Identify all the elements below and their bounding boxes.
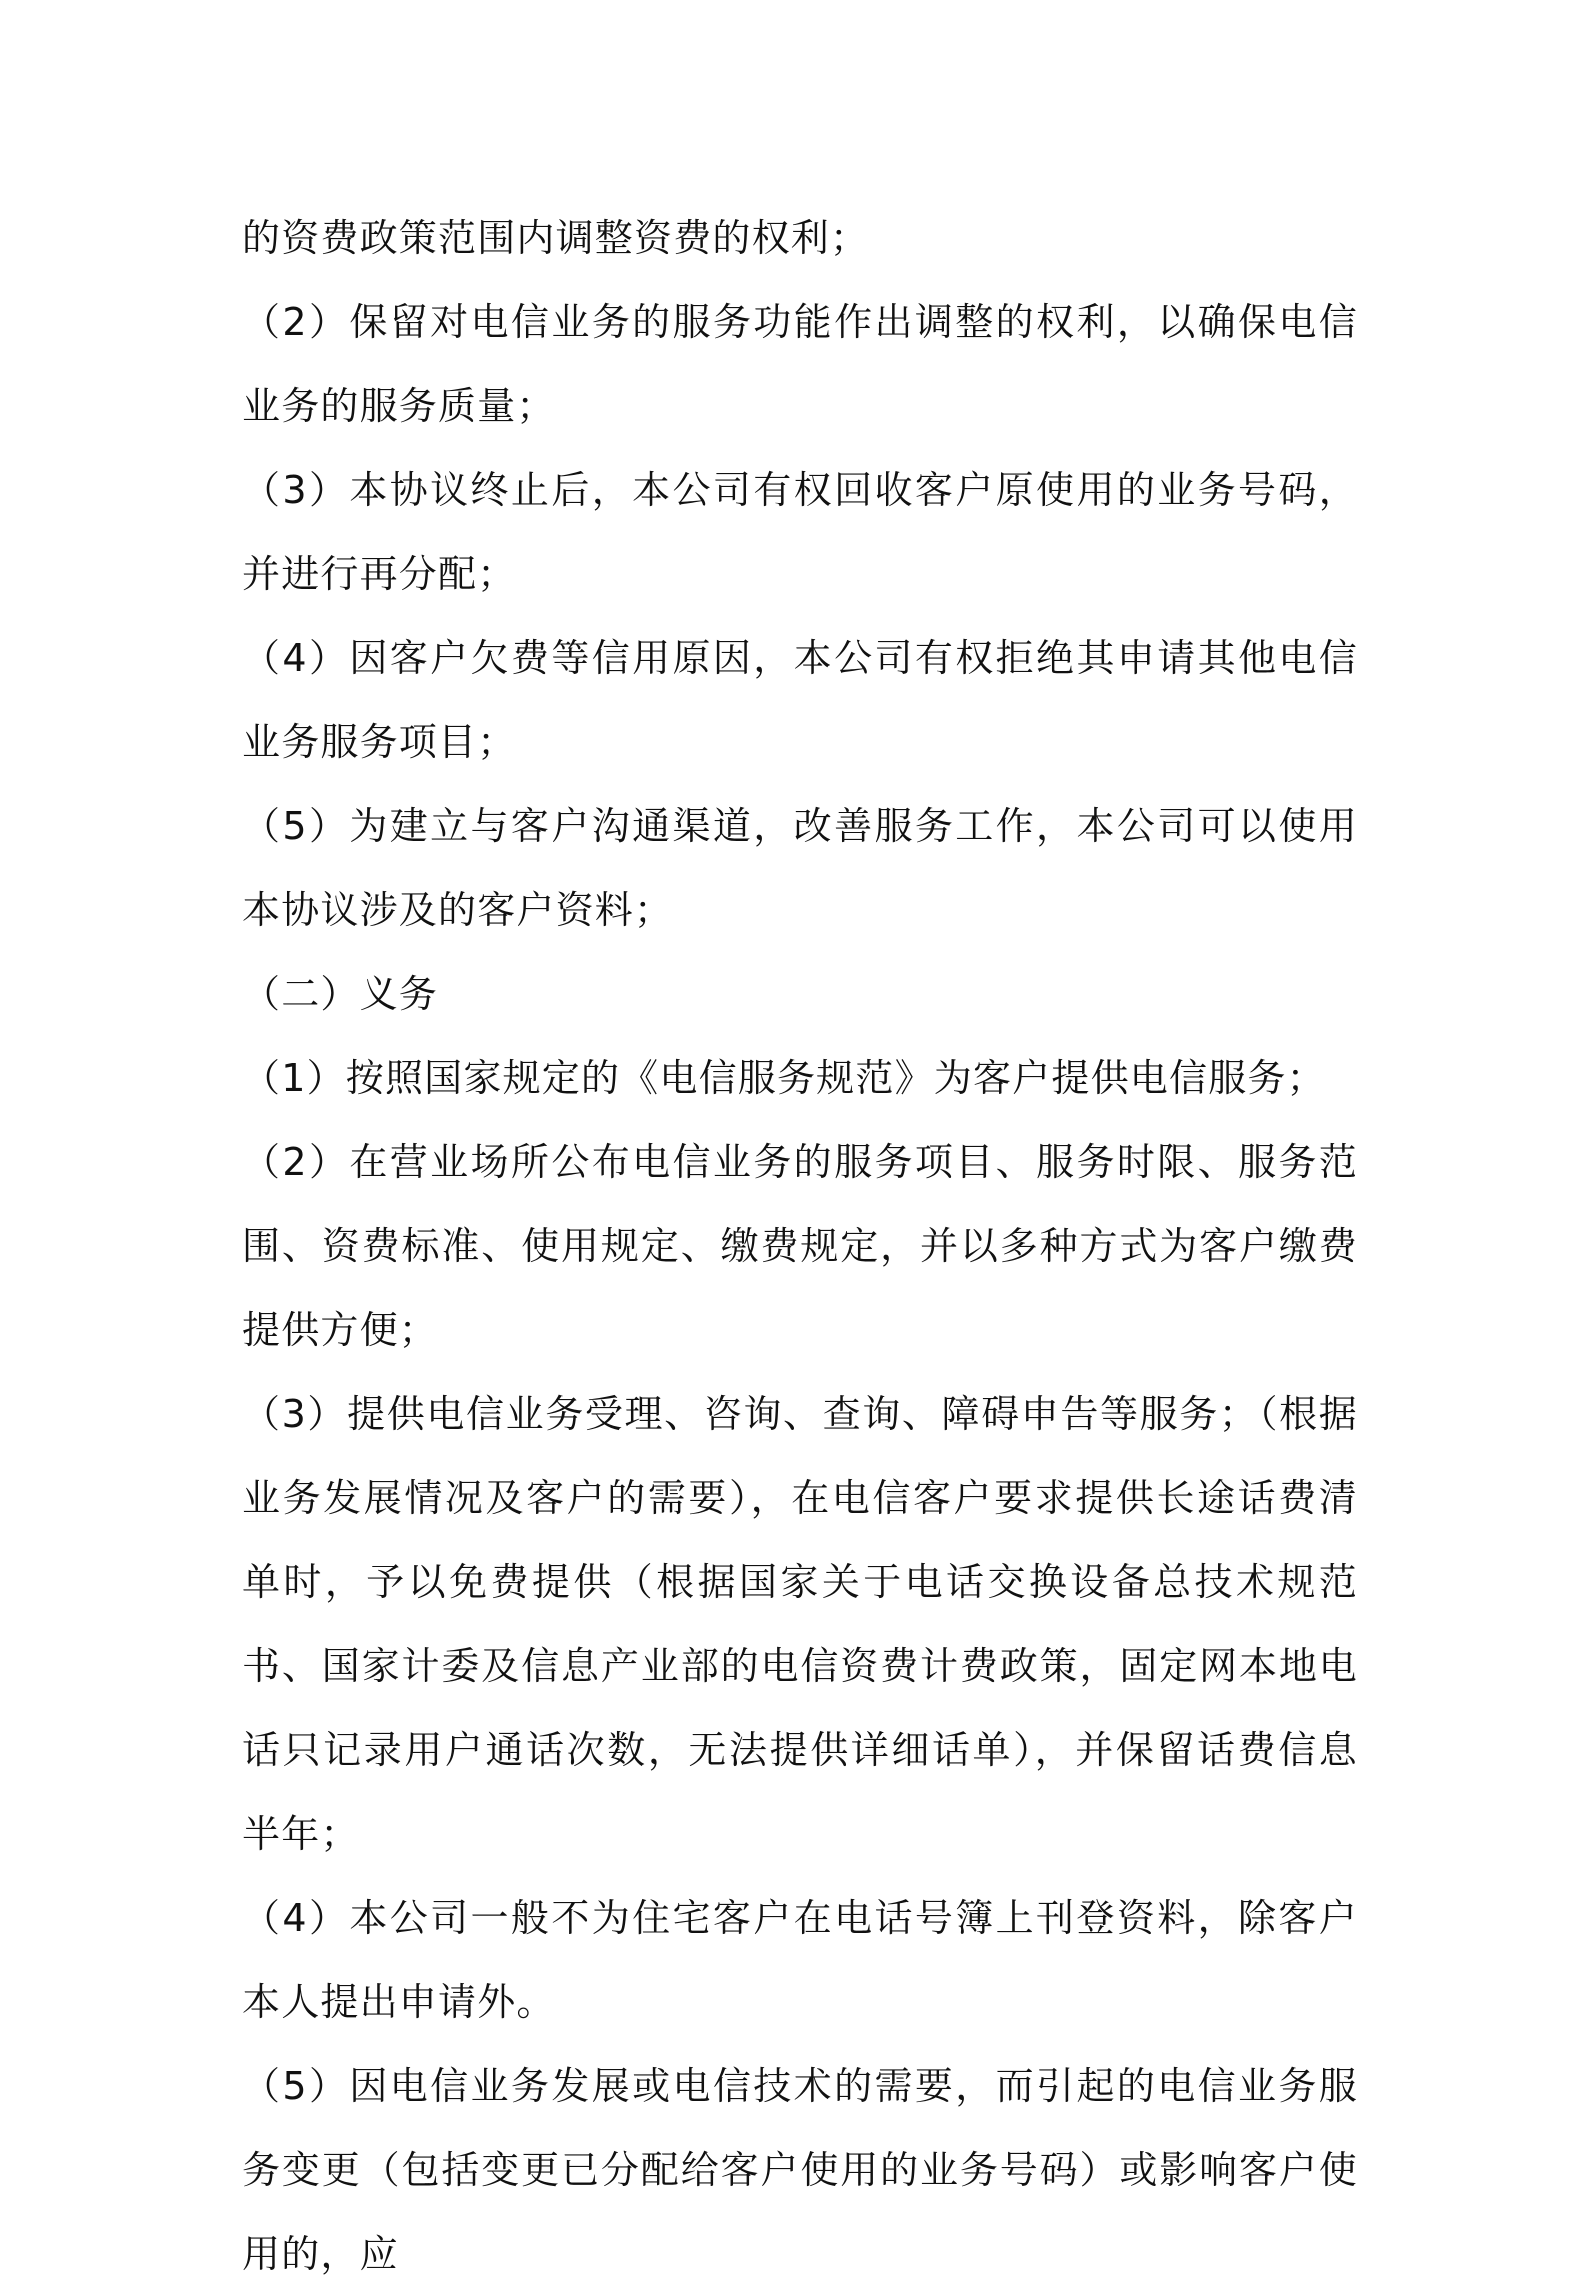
paragraph: （5）为建立与客户沟通渠道，改善服务工作，本公司可以使用本协议涉及的客户资料； — [242, 804, 1358, 932]
paragraph: （1）按照国家规定的《电信服务规范》为客户提供电信服务； — [242, 1056, 1326, 1100]
section-heading: （二）义务 — [242, 972, 439, 1016]
document-body — [242, 196, 1358, 2296]
paragraph: （3）本协议终止后，本公司有权回收客户原使用的业务号码，并进行再分配； — [242, 468, 1358, 596]
paragraph: （5）因电信业务发展或电信技术的需要，而引起的电信业务服务变更（包括变更已分配给客户使用的业务号码）或影响客户使用的，应 — [242, 2064, 1358, 2276]
paragraph: 的资费政策范围内调整资费的权利； — [242, 216, 870, 260]
paragraph: （4）本公司一般不为住宅客户在电话号簿上刊登资料，除客户本人提出申请外。 — [242, 1896, 1358, 2024]
paragraph: （3）提供电信业务受理、咨询、查询、障碍申告等服务；（根据业务发展情况及客户的需要），在电信客户要求提供长途话费清单时，予以免费提供（根据国家关于电话交换设备总技术规范书、国家计委及信息产业部的电信资费计费政策，固定网本地电话只记录用户通话次数，无法提供详细话单），并保留话费信息半年； — [242, 1392, 1358, 1856]
paragraph: （2）保留对电信业务的服务功能作出调整的权利，以确保电信业务的服务质量； — [242, 300, 1358, 428]
paragraph: （2）在营业场所公布电信业务的服务项目、服务时限、服务范围、资费标准、使用规定、缴费规定，并以多种方式为客户缴费提供方便； — [242, 1140, 1358, 1352]
paragraph: （4）因客户欠费等信用原因，本公司有权拒绝其申请其他电信业务服务项目； — [242, 636, 1358, 764]
